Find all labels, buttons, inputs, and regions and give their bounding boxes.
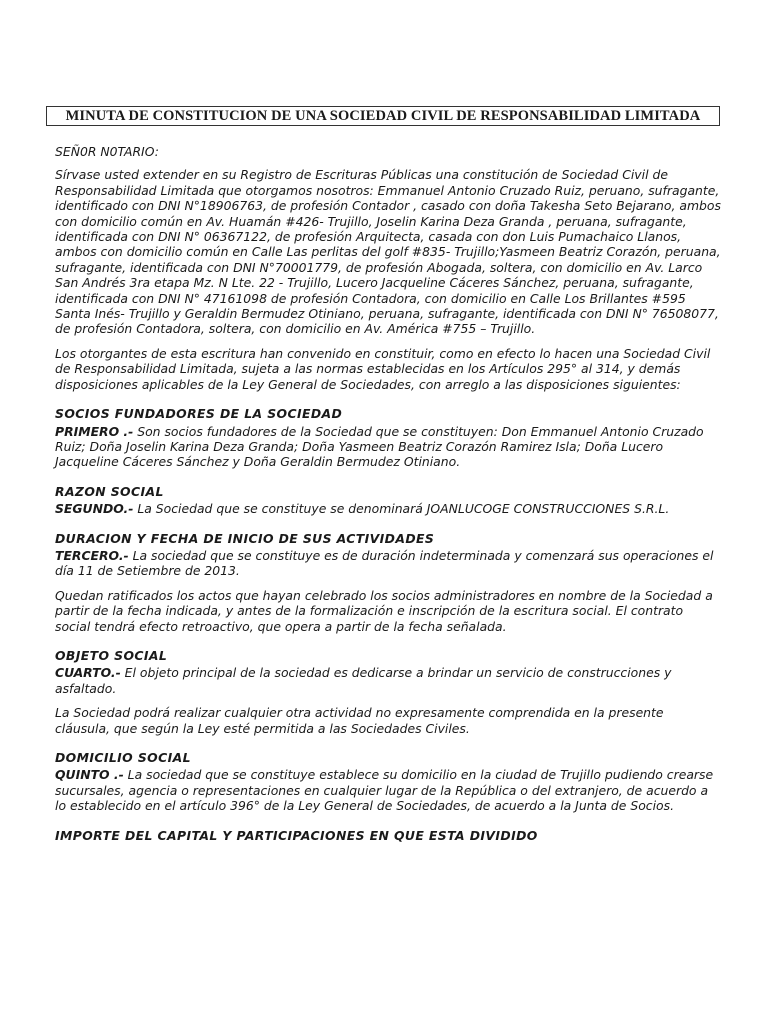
section-heading-razon: RAZON SOCIAL: [55, 483, 164, 499]
salutation: SEÑ0R N0TARIO:: [55, 144, 159, 159]
agreement-paragraph: Los otorgantes de esta escritura han convenido en constituir, como en efecto lo hacen una Sociedad Civil de Responsabilidad Limitada, sujeta a las normas establecidas en los Artículos 295° al 314, y demás disposiciones aplicables de la Ley General de Sociedades, con arreglo a las disposiciones siguientes:: [55, 345, 711, 392]
clause-lead: TERCERO.-: [55, 547, 129, 563]
clause-lead: QUINTO .-: [55, 767, 124, 783]
clause-text: La Sociedad que se constituye se denominará JOANLUCOGE CONSTRUCCIONES S.R.L.: [133, 501, 670, 517]
clause-text: La sociedad que se constituye establece su domicilio en la ciudad de Trujillo pudiendo crearse sucursales, agencia o representaciones en cualquier lugar de la República o del extranjero, de acuerdo a lo establecido en el artículo 396° de la Ley General de Sociedades, de acuerdo a la Junta de Socios.: [55, 767, 714, 814]
clause-primero: [55, 424, 722, 470]
clause-tercero: [55, 548, 722, 579]
clause-lead: CUARTO.-: [55, 665, 121, 681]
clause-text: El objeto principal de la sociedad es dedicarse a brindar un servicio de construcciones y asfaltado.: [55, 665, 672, 696]
clause-quinto: [55, 767, 722, 813]
section-heading-capital: IMPORTE DEL CAPITAL Y PARTICIPACIONES EN QUE ESTA DIVIDIDO: [55, 827, 538, 843]
clause-cuarto-extra: La Sociedad podrá realizar cualquier otra actividad no expresamente comprendida en la presente cláusula, que según la Ley esté permitida a las Sociedades Civiles.: [55, 705, 664, 736]
section-heading-socios: SOCIOS FUNDADORES DE LA SOCIEDAD: [55, 406, 343, 422]
clause-text: Son socios fundadores de la Sociedad que se constituyen: Don Emmanuel Antonio Cruzado Ruiz; Doña Joselin Karina Deza Granda; Doña Yasmeen Beatriz Corazón Ramirez Isla; Doña Lucero Jacqueline Cáceres Sánchez y Doña Geraldin Bermudez Otiniano.: [55, 423, 704, 470]
intro-paragraph: Sírvase usted extender en su Registro de Escrituras Públicas una constitución de Sociedad Civil de Responsabilidad Limitada que otorgamos nosotros: Emmanuel Antonio Cruzado Ruiz, peruano, sufragante, identificado con DNI N°18906763, de profesión Contador , casado con doña Takesha Seto Bejarano, ambos con domicilio común en Av. Huamán #426- Trujillo, Joselin Karina Deza Granda , peruana, sufragante, identificada con DNI N° 06367122, de profesión Arquitecta, casada con don Luis Pumachaico Llanos, ambos con domicilio común en Calle Las perlitas del golf #835- Trujillo;Yasmeen Beatriz Corazón, peruana, sufragante, identificada con DNI N°70001779, de profesión Abogada, soltera, con domicilio en Av. Larco San Andrés 3ra etapa Mz. N Lte. 22 - Trujillo, Lucero Jacqueline Cáceres Sánchez, peruana, sufragante, identificada con DNI N° 47161098 de profesión Contadora, con domicilio en Calle Los Brillantes #595 Santa Inés- Trujillo y Geraldin Bermudez Otiniano, peruana, sufragante, identificada con DNI N° 76508077, de profesión Contadora, soltera, con domicilio en Av. América #755 – Trujillo.: [55, 167, 721, 337]
clause-text: La sociedad que se constituye es de duración indeterminada y comenzará sus operaciones el día 11 de Setiembre de 2013.: [55, 547, 714, 579]
clause-cuarto: [55, 665, 722, 696]
section-heading-domicilio: DOMICILIO SOCIAL: [55, 750, 191, 765]
clause-segundo: [55, 501, 722, 516]
document-title: MINUTA DE CONSTITUCION DE UNA SOCIEDAD CIVIL DE RESPONSABILIDAD LIMITADA: [46, 106, 720, 126]
document-body: [55, 144, 722, 845]
clause-tercero-extra: Quedan ratificados los actos que hayan celebrado los socios administradores en nombre de la Sociedad a partir de la fecha indicada, y antes de la formalización e inscripción de la escritura social. El contrato social tendrá efecto retroactivo, que opera a partir de la fecha señalada.: [55, 587, 713, 634]
section-heading-duracion: DURACION Y FECHA DE INICIO DE SUS ACTIVIDADES: [55, 530, 435, 546]
clause-lead: SEGUNDO.-: [55, 501, 134, 517]
section-heading-objeto: OBJETO SOCIAL: [55, 647, 168, 663]
clause-lead: PRIMERO .-: [55, 423, 134, 439]
